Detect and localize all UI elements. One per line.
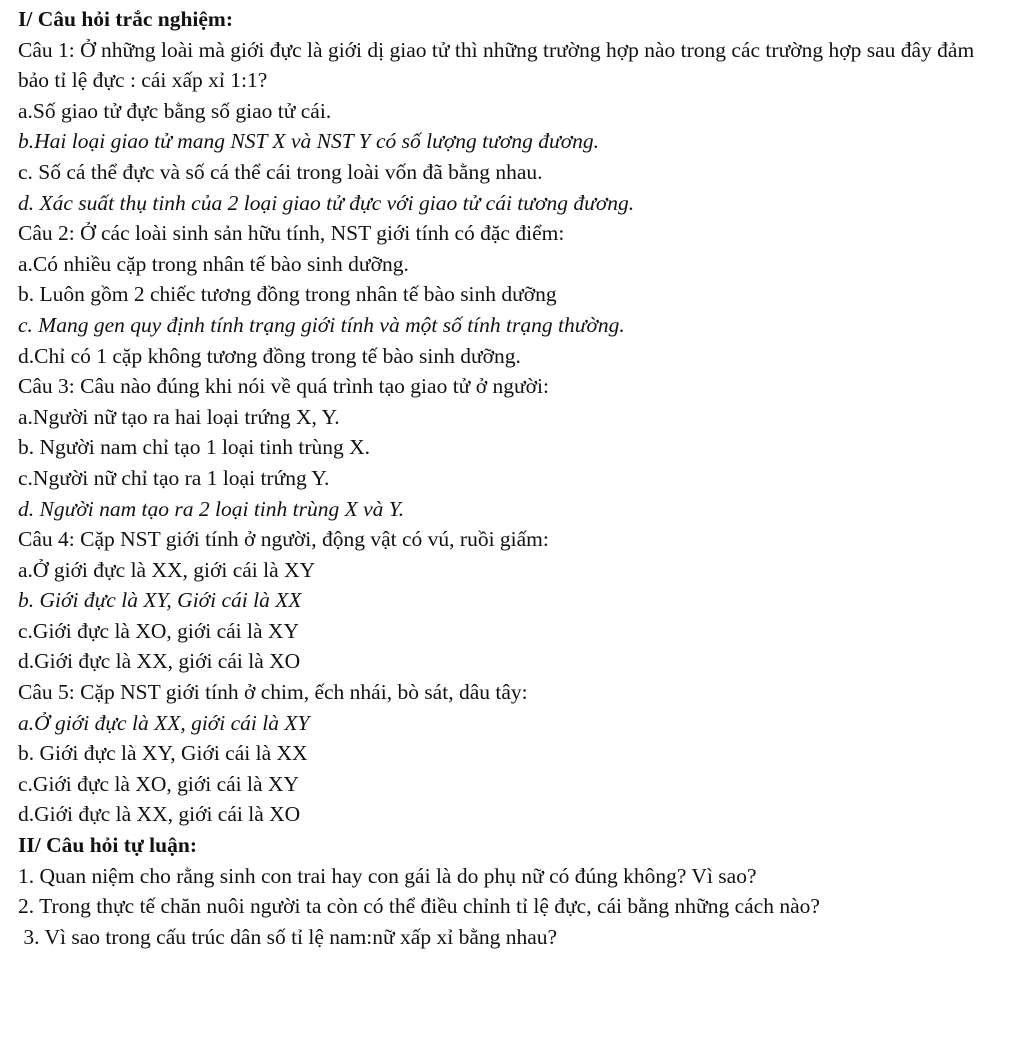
question-1-option-a: a.Số giao tử đực bằng số giao tử cái. [18,98,332,123]
question-1: Câu 1: Ở những loài mà giới đực là giới dị giao tử thì những trường hợp nào trong các trường hợp sau đây đảm bảo tỉ lệ đực : cái xấp xỉ 1:1? [18,37,975,93]
question-4-option-d: d.Giới đực là XX, giới cái là XO [18,649,301,674]
document [18,4,1008,952]
question-2-option-c: c. Mang gen quy định tính trạng giới tính và một số tính trạng thường. [18,312,625,337]
question-3-option-c: c.Người nữ chỉ tạo ra 1 loại trứng Y. [18,465,330,490]
section-heading-essay: II/ Câu hỏi tự luận: [18,833,197,858]
question-1-option-b: b.Hai loại giao tử mang NST X và NST Y có số lượng tương đương. [18,129,600,154]
question-1-option-d: d. Xác suất thụ tinh của 2 loại giao tử đực với giao tử cái tương đương. [18,190,635,215]
question-3-option-a: a.Người nữ tạo ra hai loại trứng X, Y. [18,404,340,429]
section-heading-multiple-choice: I/ Câu hỏi trắc nghiệm: [18,7,233,31]
question-2-option-b: b. Luôn gồm 2 chiếc tương đồng trong nhân tế bào sinh dưỡng [18,282,557,307]
question-3: Câu 3: Câu nào đúng khi nói về quá trình tạo giao tử ở người: [18,374,549,399]
question-1-option-c: c. Số cá thể đực và số cá thể cái trong loài vốn đã bằng nhau. [18,159,543,184]
question-3-option-d: d. Người nam tạo ra 2 loại tinh trùng X và Y. [18,496,405,521]
question-3-option-b: b. Người nam chỉ tạo 1 loại tinh trùng X. [18,435,371,460]
essay-question-2: 2. Trong thực tế chăn nuôi người ta còn có thể điều chỉnh tỉ lệ đực, cái bằng những cách nào? [18,894,820,919]
question-5-option-d: d.Giới đực là XX, giới cái là XO [18,802,301,827]
question-4-option-a: a.Ở giới đực là XX, giới cái là XY [18,557,316,582]
question-2-option-a: a.Có nhiều cặp trong nhân tế bào sinh dưỡng. [18,251,409,276]
question-4-option-b: b. Giới đực là XY, Giới cái là XX [18,588,302,613]
question-4: Câu 4: Cặp NST giới tính ở người, động vật có vú, ruồi giấm: [18,527,549,552]
essay-question-1: 1. Quan niệm cho rằng sinh con trai hay con gái là do phụ nữ có đúng không? Vì sao? [18,863,757,888]
question-4-option-c: c.Giới đực là XO, giới cái là XY [18,618,299,643]
essay-question-3: 3. Vì sao trong cấu trúc dân số tỉ lệ nam:nữ xấp xỉ bằng nhau? [18,924,558,949]
question-5: Câu 5: Cặp NST giới tính ở chim, ếch nhái, bò sát, dâu tây: [18,680,528,705]
question-2: Câu 2: Ở các loài sinh sản hữu tính, NST giới tính có đặc điểm: [18,221,565,246]
question-5-option-b: b. Giới đực là XY, Giới cái là XX [18,741,308,766]
question-5-option-a: a.Ở giới đực là XX, giới cái là XY [18,710,310,735]
question-5-option-c: c.Giới đực là XO, giới cái là XY [18,771,299,796]
question-2-option-d: d.Chỉ có 1 cặp không tương đồng trong tế bào sinh dưỡng. [18,343,521,368]
